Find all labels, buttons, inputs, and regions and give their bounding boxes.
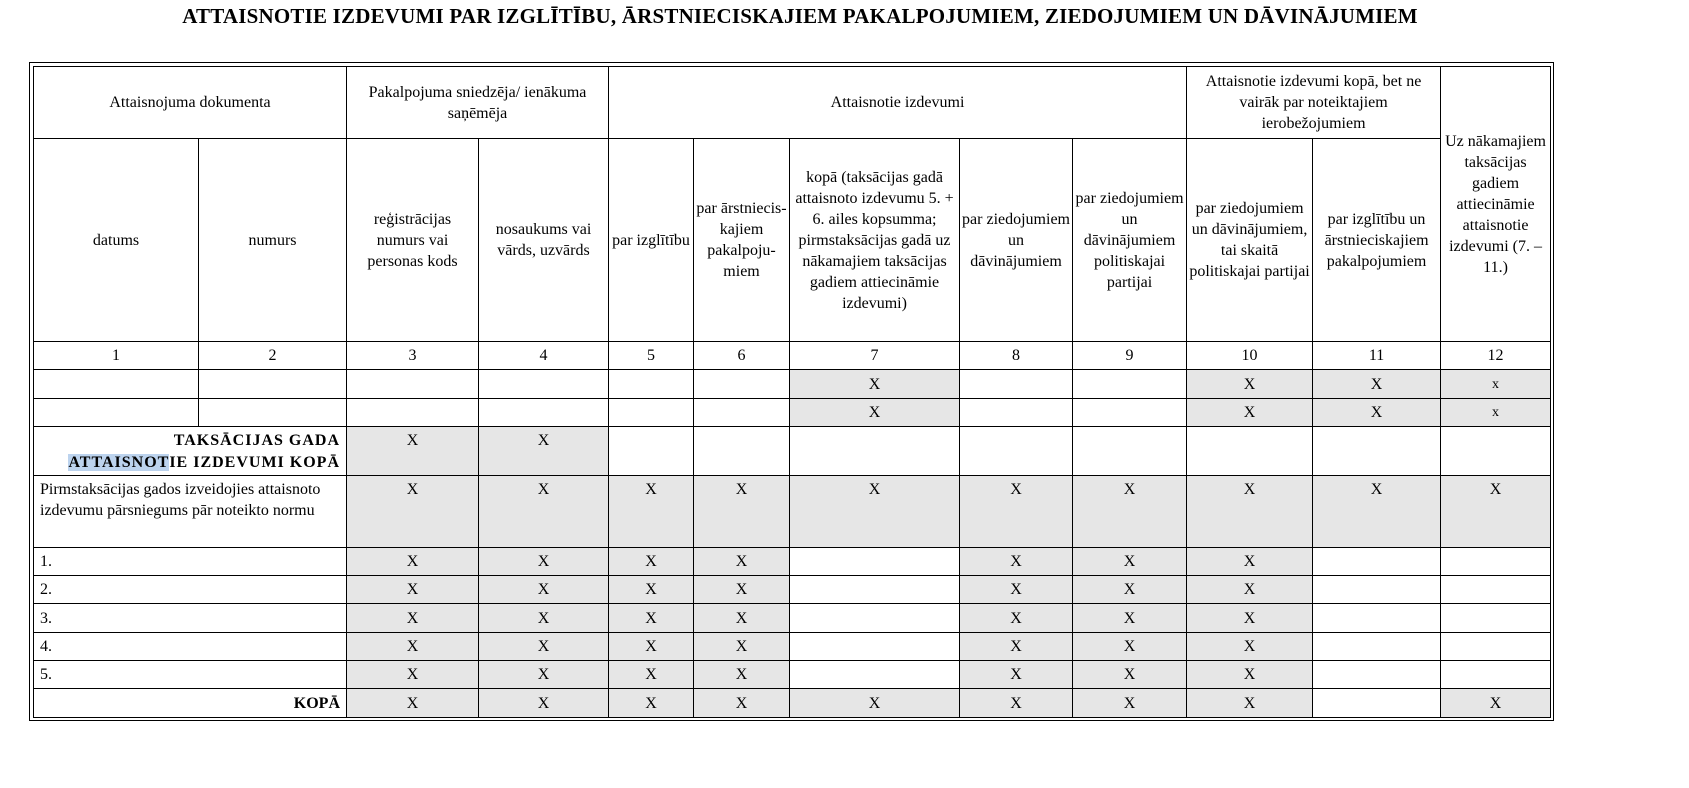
next-years-cell[interactable] [1441,604,1551,633]
next-years-cell[interactable] [1441,576,1551,604]
x-mark: X [1441,476,1551,548]
sum-total-cell[interactable] [790,427,960,476]
x-mark: X [790,399,960,427]
x-mark: X [790,370,960,399]
col2-header: numurs [199,139,347,342]
x-mark: X [1187,476,1313,548]
party-total-cell[interactable] [1073,427,1187,476]
x-mark: X [609,661,694,689]
x-mark: X [694,576,790,604]
table-row [34,370,1551,399]
x-mark: X [694,476,790,548]
col3-header: reģistrācijas numurs vai personas kods [347,139,479,342]
x-mark: X [694,661,790,689]
year-row-4 [34,633,1551,661]
x-mark: X [960,633,1073,661]
education-total-cell[interactable] [609,427,694,476]
grand-total-row [34,689,1551,718]
x-mark: X [479,548,609,576]
next-years-cell[interactable] [1441,661,1551,689]
number-cell[interactable] [199,370,347,399]
col-number: 5 [609,342,694,370]
x-mark: X [1073,576,1187,604]
x-mark: X [1073,689,1187,718]
group-expenses-header: Attaisnotie izdevumi [609,67,1187,139]
x-mark: X [1187,689,1313,718]
medical-cell[interactable] [694,370,790,399]
text-selection: ATTAISNOT [68,454,170,471]
col-number: 8 [960,342,1073,370]
limited-education-cell[interactable] [1313,576,1441,604]
col4-header: nosaukums vai vārds, uzvārds [479,139,609,342]
x-mark: X [609,689,694,718]
col12-header: Uz nākamajiem taksācijas gadiem attiecināmie attaisnotie izdevumi (7. – 11.) [1441,67,1551,342]
x-mark: X [1313,399,1441,427]
x-mark: X [694,633,790,661]
x-mark: X [960,476,1073,548]
col5-header: par izglītību [609,139,694,342]
col8-header: par ziedojumiem un dāvinājumiem [960,139,1073,342]
x-mark: X [347,661,479,689]
x-mark: X [694,604,790,633]
x-mark: X [694,689,790,718]
x-mark: X [960,548,1073,576]
limited-education-cell[interactable] [1313,633,1441,661]
x-mark: X [1441,689,1551,718]
limited-education-total-cell[interactable] [1313,427,1441,476]
page-title: ATTAISNOTIE IZDEVUMI PAR IZGLĪTĪBU, ĀRSTNIECISKAJIEM PAKALPOJUMIEM, ZIEDOJUMIEM UN DĀVINĀJUMIEM [182,4,1418,28]
sum-cell[interactable] [790,661,960,689]
party-donations-cell[interactable] [1073,370,1187,399]
reg-code-cell[interactable] [347,399,479,427]
x-mark: X [479,427,609,476]
year-row-5 [34,661,1551,689]
year-row-2 [34,576,1551,604]
next-years-cell[interactable] [1441,548,1551,576]
col7-header: kopā (taksācijas gadā attaisnoto izdevumu 5. + 6. ailes kopsumma; pirmstaksācijas gadā uz nākamajiem taksācijas gadiem attiecināmie izdevumi) [790,139,960,342]
x-mark: X [347,604,479,633]
tax-year-total-row [34,427,1551,476]
tax-year-total-label: TAKSĀCIJAS GADA ATTAISNOTIE IZDEVUMI KOPĀ [34,427,347,476]
x-mark: X [347,633,479,661]
x-mark: X [1187,661,1313,689]
group-limited-total-header: Attaisnotie izdevumi kopā, bet ne vairāk par noteiktajiem ierobežojumiem [1187,67,1441,139]
row-label: 4. [34,633,347,661]
col-number: 10 [1187,342,1313,370]
x-mark: X [790,689,960,718]
x-mark: X [347,427,479,476]
x-mark: X [479,661,609,689]
x-mark: X [1187,370,1313,399]
group-document-header: Attaisnojuma dokumenta [34,67,347,139]
header-row-columns [34,139,1551,342]
col-number: 9 [1073,342,1187,370]
expenses-table [33,66,1551,718]
col-number: 7 [790,342,960,370]
col9-header: par ziedojumiem un dāvinājumiem politiskajai partijai [1073,139,1187,342]
x-mark: X [347,576,479,604]
x-mark: X [479,476,609,548]
x-mark: X [960,689,1073,718]
col-number: 3 [347,342,479,370]
x-mark: X [960,604,1073,633]
medical-cell[interactable] [694,399,790,427]
x-mark: X [479,633,609,661]
sum-cell[interactable] [790,548,960,576]
x-mark: X [1073,604,1187,633]
x-mark: X [960,576,1073,604]
grand-total-label: KOPĀ [34,689,347,718]
x-mark: X [1187,604,1313,633]
donations-total-cell[interactable] [960,427,1073,476]
education-cell[interactable] [609,399,694,427]
x-mark: X [1073,661,1187,689]
col-number: 1 [34,342,199,370]
x-mark: X [347,476,479,548]
limited-donations-total-cell[interactable] [1187,427,1313,476]
next-years-total-cell[interactable] [1441,427,1551,476]
row-label: 5. [34,661,347,689]
number-cell[interactable] [199,399,347,427]
col10-header: par ziedojumiem un dāvinājumiem, tai skaitā politiskajai partijai [1187,139,1313,342]
date-cell[interactable] [34,370,199,399]
x-mark: X [1187,633,1313,661]
next-years-cell[interactable] [1441,633,1551,661]
year-row-1 [34,548,1551,576]
party-donations-cell[interactable] [1073,399,1187,427]
x-mark: X [609,604,694,633]
col-number: 2 [199,342,347,370]
row-label: 1. [34,548,347,576]
limited-education-cell[interactable] [1313,604,1441,633]
col-number: 12 [1441,342,1551,370]
x-mark: X [1187,399,1313,427]
col11-header: par izglītību un ārstnieciskajiem pakalpojumiem [1313,139,1441,342]
x-mark: x [1441,370,1551,399]
x-mark: X [479,689,609,718]
x-mark: X [347,548,479,576]
x-mark: x [1441,399,1551,427]
x-mark: X [479,576,609,604]
limited-education-cell[interactable] [1313,548,1441,576]
x-mark: X [347,689,479,718]
row-label: 2. [34,576,347,604]
x-mark: X [609,576,694,604]
x-mark: X [1073,476,1187,548]
x-mark: X [1073,633,1187,661]
name-cell[interactable] [479,399,609,427]
limited-education-grand-total-cell[interactable] [1313,689,1441,718]
x-mark: X [1187,576,1313,604]
year-row-3 [34,604,1551,633]
donations-cell[interactable] [960,399,1073,427]
col6-header: par ārstniecis-kajiem pakalpoju-miem [694,139,790,342]
x-mark: X [790,476,960,548]
col1-header: datums [34,139,199,342]
table-row [34,399,1551,427]
x-mark: X [960,661,1073,689]
x-mark: X [479,604,609,633]
x-mark: X [1313,476,1441,548]
col-number: 6 [694,342,790,370]
row-label: 3. [34,604,347,633]
name-cell[interactable] [479,370,609,399]
sum-cell[interactable] [790,633,960,661]
x-mark: X [609,476,694,548]
sum-cell[interactable] [790,576,960,604]
medical-total-cell[interactable] [694,427,790,476]
header-row-groups [34,67,1551,139]
donations-cell[interactable] [960,370,1073,399]
excess-row [34,476,1551,548]
x-mark: X [609,633,694,661]
limited-education-cell[interactable] [1313,661,1441,689]
col-number: 11 [1313,342,1441,370]
x-mark: X [1313,370,1441,399]
group-provider-header: Pakalpojuma sniedzēja/ ienākuma saņēmēja [347,67,609,139]
x-mark: X [609,548,694,576]
sum-cell[interactable] [790,604,960,633]
excess-label: Pirmstaksācijas gados izveidojies attaisnoto izdevumu pārsniegums pār noteikto normu [34,476,347,548]
column-number-row [34,342,1551,370]
education-cell[interactable] [609,370,694,399]
x-mark: X [1073,548,1187,576]
reg-code-cell[interactable] [347,370,479,399]
col-number: 4 [479,342,609,370]
date-cell[interactable] [34,399,199,427]
x-mark: X [694,548,790,576]
x-mark: X [1187,548,1313,576]
